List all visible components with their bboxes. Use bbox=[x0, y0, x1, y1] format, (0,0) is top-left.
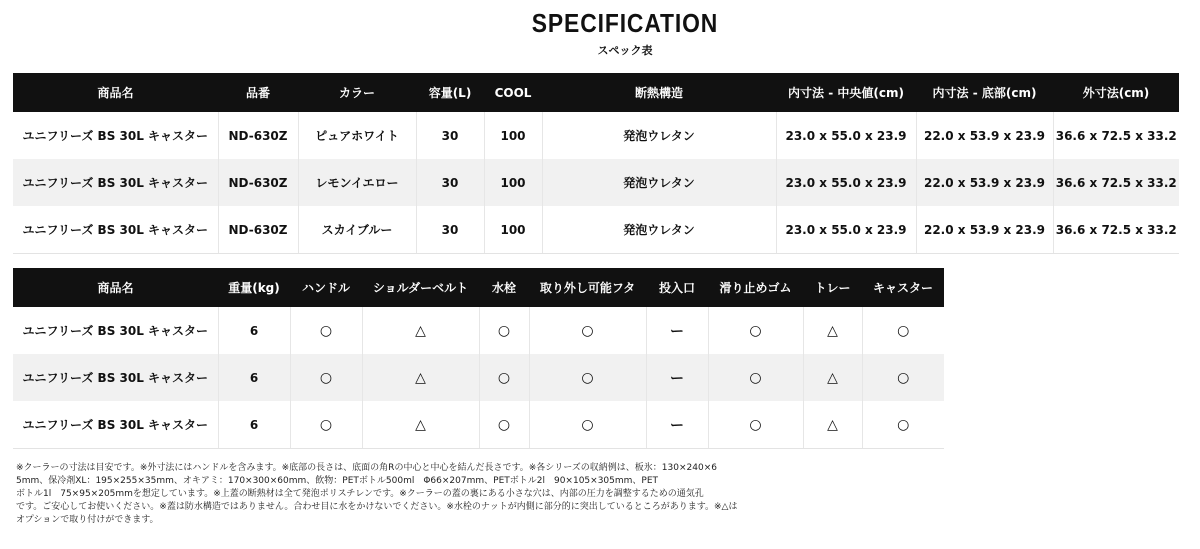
cell-inlet: ー bbox=[646, 354, 708, 401]
header-tray: トレー bbox=[803, 268, 862, 307]
cell-shoulder-belt: △ bbox=[362, 307, 479, 354]
cell-handle: ○ bbox=[290, 401, 362, 449]
header-outer-dim: 外寸法(cm) bbox=[1053, 73, 1179, 112]
cell-outer-dim: 36.6 x 72.5 x 33.2 bbox=[1053, 159, 1179, 206]
footnote-line: です。ご安心してお使いください。※蓋は防水構造ではありません。合わせ目に水をかけないでください。※水栓のナットが内側に部分的に突出しているところがあります。※△は bbox=[16, 502, 738, 512]
cell-capacity: 30 bbox=[416, 206, 484, 254]
cell-color: ピュアホワイト bbox=[298, 112, 416, 159]
cell-inlet: ー bbox=[646, 401, 708, 449]
footnote-line: 5mm、保冷剤XL：195×255×35mm、オキアミ：170×300×60mm、飲物：PETボトル500ml Φ66×207mm、PETボトル2l 90×105×305mm、PET bbox=[16, 476, 659, 486]
cell-inner-dim-center: 23.0 x 55.0 x 23.9 bbox=[776, 206, 916, 254]
header-cool: COOL bbox=[484, 73, 542, 112]
cell-handle: ○ bbox=[290, 354, 362, 401]
cell-removable-lid: ○ bbox=[529, 401, 646, 449]
header-inner-dim-bottom: 内寸法 - 底部(cm) bbox=[916, 73, 1053, 112]
cell-weight: 6 bbox=[218, 307, 290, 354]
spec-table-features bbox=[13, 268, 944, 449]
footnote-line: ボトル1l 75×95×205mmを想定しています。※上蓋の断熱材は全て発泡ポリスチレンです。※クーラーの蓋の裏にある小さな穴は、内部の圧力を調整するための通気孔 bbox=[16, 489, 704, 499]
cell-model-number: ND-630Z bbox=[218, 112, 298, 159]
cell-drain-plug: ○ bbox=[479, 401, 529, 449]
cell-weight: 6 bbox=[218, 401, 290, 449]
cell-product-name: ユニフリーズ BS 30L キャスター bbox=[13, 206, 218, 254]
cell-outer-dim: 36.6 x 72.5 x 33.2 bbox=[1053, 112, 1179, 159]
cell-caster: ○ bbox=[862, 307, 944, 354]
header-handle: ハンドル bbox=[290, 268, 362, 307]
cell-inlet: ー bbox=[646, 307, 708, 354]
cell-removable-lid: ○ bbox=[529, 354, 646, 401]
cell-insulation: 発泡ウレタン bbox=[542, 112, 776, 159]
cell-inner-dim-bottom: 22.0 x 53.9 x 23.9 bbox=[916, 206, 1053, 254]
table-header-row bbox=[13, 268, 944, 307]
header-model-number: 品番 bbox=[218, 73, 298, 112]
cell-inner-dim-center: 23.0 x 55.0 x 23.9 bbox=[776, 159, 916, 206]
header-weight: 重量(kg) bbox=[218, 268, 290, 307]
header-capacity: 容量(L) bbox=[416, 73, 484, 112]
header-drain-plug: 水栓 bbox=[479, 268, 529, 307]
header-caster: キャスター bbox=[862, 268, 944, 307]
footnote-line: オプションで取り付けができます。 bbox=[16, 515, 159, 525]
header-product-name: 商品名 bbox=[13, 268, 218, 307]
cell-weight: 6 bbox=[218, 354, 290, 401]
header-inner-dim-center: 内寸法 - 中央値(cm) bbox=[776, 73, 916, 112]
cell-tray: △ bbox=[803, 354, 862, 401]
table-header-row bbox=[13, 73, 1179, 112]
cell-capacity: 30 bbox=[416, 159, 484, 206]
header-non-slip-rubber: 滑り止めゴム bbox=[708, 268, 803, 307]
footnote-line: ※クーラーの寸法は目安です。※外寸法にはハンドルを含みます。※底部の長さは、底面の角Rの中心と中心を結んだ長さです。※各シリーズの収納例は、板氷：130×240×6 bbox=[16, 463, 717, 473]
cell-insulation: 発泡ウレタン bbox=[542, 206, 776, 254]
cell-inner-dim-center: 23.0 x 55.0 x 23.9 bbox=[776, 112, 916, 159]
cell-caster: ○ bbox=[862, 401, 944, 449]
cell-product-name: ユニフリーズ BS 30L キャスター bbox=[13, 354, 218, 401]
cell-cool: 100 bbox=[484, 159, 542, 206]
cell-product-name: ユニフリーズ BS 30L キャスター bbox=[13, 159, 218, 206]
cell-product-name: ユニフリーズ BS 30L キャスター bbox=[13, 112, 218, 159]
cell-non-slip-rubber: ○ bbox=[708, 307, 803, 354]
cell-insulation: 発泡ウレタン bbox=[542, 159, 776, 206]
cell-product-name: ユニフリーズ BS 30L キャスター bbox=[13, 401, 218, 449]
header-color: カラー bbox=[298, 73, 416, 112]
cell-caster: ○ bbox=[862, 354, 944, 401]
header-insulation: 断熱構造 bbox=[542, 73, 776, 112]
table-row bbox=[13, 307, 944, 354]
page-title: SPECIFICATION bbox=[531, 8, 719, 38]
header-inlet: 投入口 bbox=[646, 268, 708, 307]
cell-shoulder-belt: △ bbox=[362, 401, 479, 449]
header-product-name: 商品名 bbox=[13, 73, 218, 112]
table-row bbox=[13, 401, 944, 449]
page-subtitle: スペック表 bbox=[597, 44, 653, 57]
cell-drain-plug: ○ bbox=[479, 307, 529, 354]
cell-capacity: 30 bbox=[416, 112, 484, 159]
cell-cool: 100 bbox=[484, 112, 542, 159]
header-removable-lid: 取り外し可能フタ bbox=[529, 268, 646, 307]
cell-drain-plug: ○ bbox=[479, 354, 529, 401]
cell-non-slip-rubber: ○ bbox=[708, 354, 803, 401]
cell-removable-lid: ○ bbox=[529, 307, 646, 354]
cell-non-slip-rubber: ○ bbox=[708, 401, 803, 449]
cell-shoulder-belt: △ bbox=[362, 354, 479, 401]
table-row bbox=[13, 112, 1179, 159]
cell-handle: ○ bbox=[290, 307, 362, 354]
cell-tray: △ bbox=[803, 307, 862, 354]
table-row bbox=[13, 159, 1179, 206]
table-row bbox=[13, 354, 944, 401]
cell-model-number: ND-630Z bbox=[218, 206, 298, 254]
cell-outer-dim: 36.6 x 72.5 x 33.2 bbox=[1053, 206, 1179, 254]
cell-model-number: ND-630Z bbox=[218, 159, 298, 206]
table-row bbox=[13, 206, 1179, 254]
cell-inner-dim-bottom: 22.0 x 53.9 x 23.9 bbox=[916, 112, 1053, 159]
header-shoulder-belt: ショルダーベルト bbox=[362, 268, 479, 307]
cell-color: スカイブルー bbox=[298, 206, 416, 254]
cell-cool: 100 bbox=[484, 206, 542, 254]
cell-product-name: ユニフリーズ BS 30L キャスター bbox=[13, 307, 218, 354]
cell-color: レモンイエロー bbox=[298, 159, 416, 206]
footnotes bbox=[16, 462, 756, 527]
cell-inner-dim-bottom: 22.0 x 53.9 x 23.9 bbox=[916, 159, 1053, 206]
cell-tray: △ bbox=[803, 401, 862, 449]
spec-table-dimensions bbox=[13, 73, 1179, 254]
